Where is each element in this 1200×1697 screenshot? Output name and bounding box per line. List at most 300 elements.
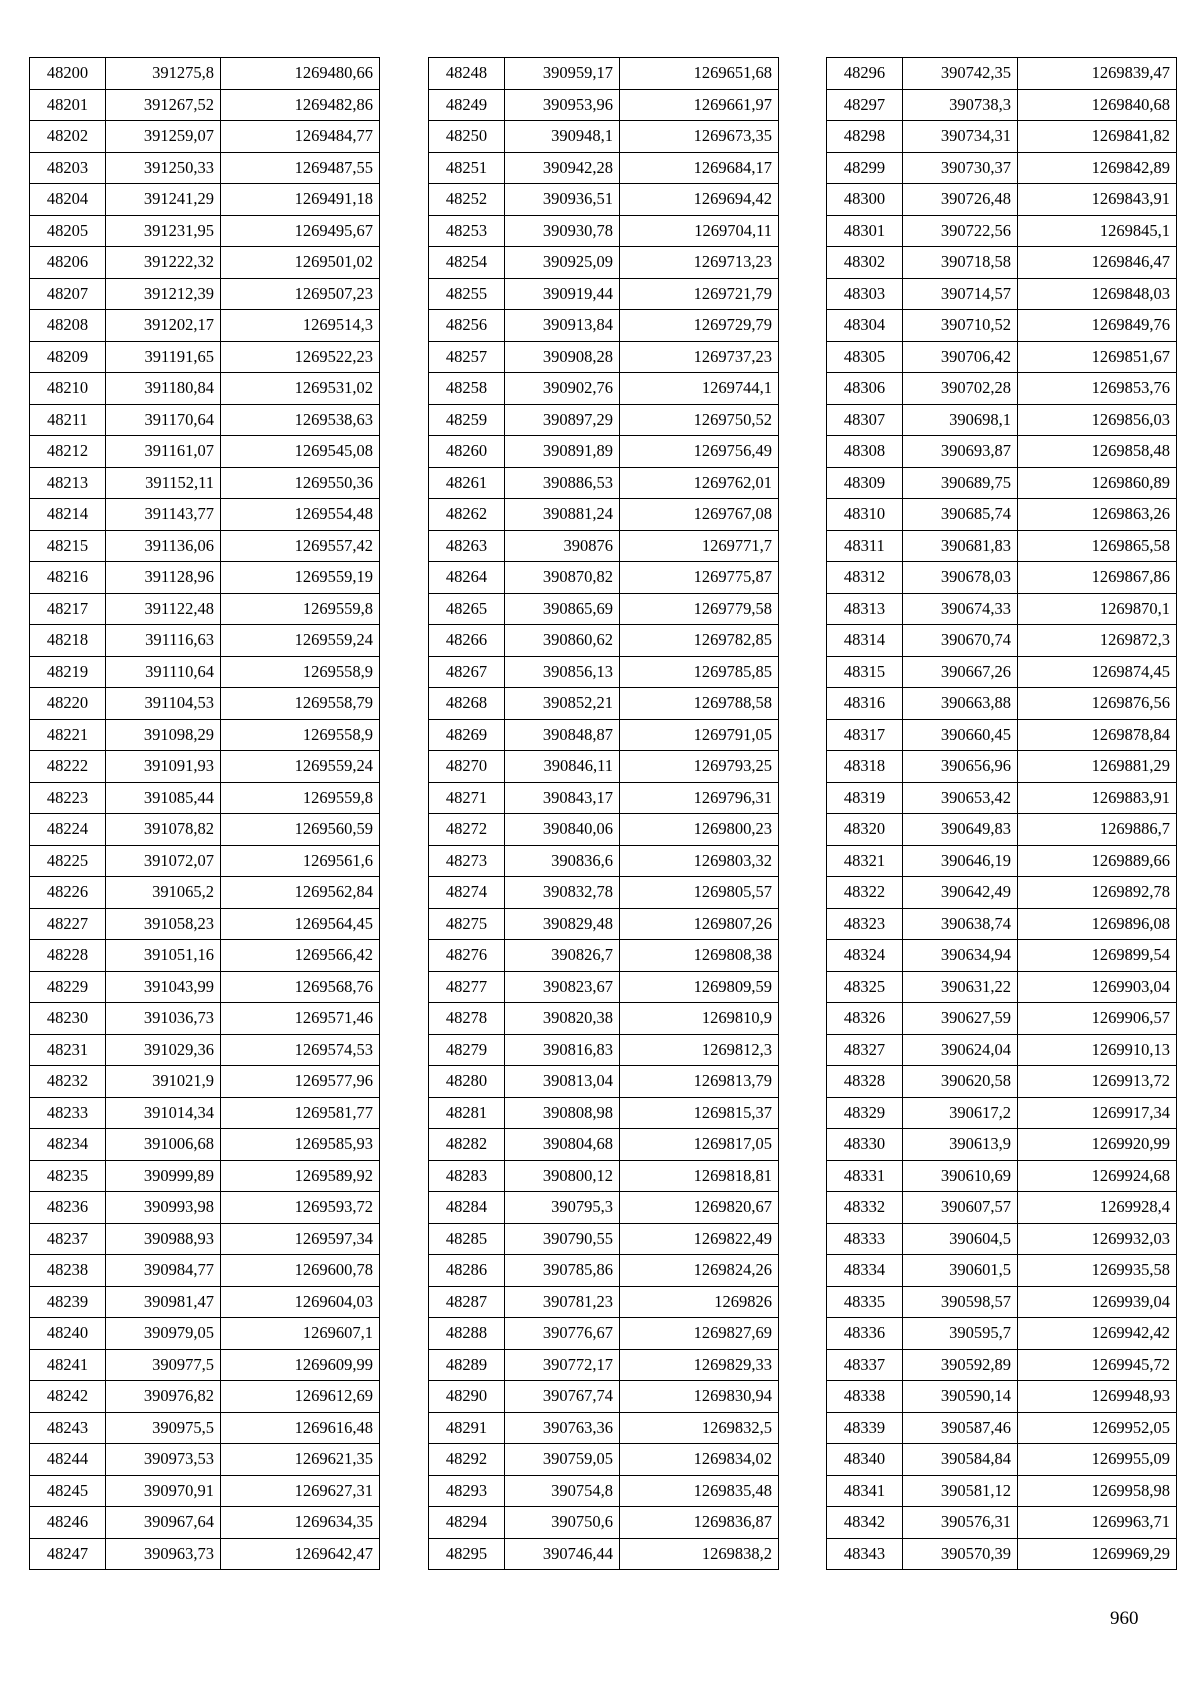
x-coordinate-cell: 390891,89 [505, 436, 620, 468]
x-coordinate-cell: 390975,5 [106, 1412, 221, 1444]
x-coordinate-cell: 391051,16 [106, 940, 221, 972]
y-coordinate-cell: 1269600,78 [221, 1255, 380, 1287]
x-coordinate-cell: 391143,77 [106, 499, 221, 531]
point-number-cell: 48253 [429, 215, 505, 247]
y-coordinate-cell: 1269729,79 [620, 310, 779, 342]
table-row [30, 845, 380, 877]
table-row [429, 814, 779, 846]
table-row [30, 593, 380, 625]
table-row [30, 247, 380, 279]
x-coordinate-cell: 391259,07 [106, 121, 221, 153]
point-number-cell: 48330 [827, 1129, 903, 1161]
y-coordinate-cell: 1269881,29 [1018, 751, 1177, 783]
x-coordinate-cell: 390627,59 [903, 1003, 1018, 1035]
point-number-cell: 48274 [429, 877, 505, 909]
point-number-cell: 48228 [30, 940, 106, 972]
y-coordinate-cell: 1269800,23 [620, 814, 779, 846]
y-coordinate-cell: 1269514,3 [221, 310, 380, 342]
x-coordinate-cell: 390804,68 [505, 1129, 620, 1161]
x-coordinate-cell: 390963,73 [106, 1538, 221, 1570]
table-row [30, 152, 380, 184]
point-number-cell: 48211 [30, 404, 106, 436]
table-row [429, 656, 779, 688]
y-coordinate-cell: 1269661,97 [620, 89, 779, 121]
y-coordinate-cell: 1269848,03 [1018, 278, 1177, 310]
x-coordinate-cell: 391152,11 [106, 467, 221, 499]
table-row [429, 499, 779, 531]
y-coordinate-cell: 1269557,42 [221, 530, 380, 562]
table-row [429, 184, 779, 216]
y-coordinate-cell: 1269808,38 [620, 940, 779, 972]
point-number-cell: 48216 [30, 562, 106, 594]
table-row [30, 562, 380, 594]
point-number-cell: 48291 [429, 1412, 505, 1444]
y-coordinate-cell: 1269843,91 [1018, 184, 1177, 216]
x-coordinate-cell: 390795,3 [505, 1192, 620, 1224]
x-coordinate-cell: 391091,93 [106, 751, 221, 783]
table-row [827, 373, 1177, 405]
y-coordinate-cell: 1269826 [620, 1286, 779, 1318]
x-coordinate-cell: 391029,36 [106, 1034, 221, 1066]
point-number-cell: 48206 [30, 247, 106, 279]
table-row [827, 1129, 1177, 1161]
y-coordinate-cell: 1269609,99 [221, 1349, 380, 1381]
table-row [827, 814, 1177, 846]
x-coordinate-cell: 391058,23 [106, 908, 221, 940]
point-number-cell: 48258 [429, 373, 505, 405]
point-number-cell: 48315 [827, 656, 903, 688]
x-coordinate-cell: 390776,67 [505, 1318, 620, 1350]
point-number-cell: 48241 [30, 1349, 106, 1381]
table-row [30, 1475, 380, 1507]
x-coordinate-cell: 390808,98 [505, 1097, 620, 1129]
y-coordinate-cell: 1269744,1 [620, 373, 779, 405]
table-row [429, 467, 779, 499]
x-coordinate-cell: 390970,91 [106, 1475, 221, 1507]
point-number-cell: 48336 [827, 1318, 903, 1350]
x-coordinate-cell: 390649,83 [903, 814, 1018, 846]
point-number-cell: 48204 [30, 184, 106, 216]
point-number-cell: 48218 [30, 625, 106, 657]
point-number-cell: 48226 [30, 877, 106, 909]
y-coordinate-cell: 1269612,69 [221, 1381, 380, 1413]
table-row [30, 814, 380, 846]
point-number-cell: 48249 [429, 89, 505, 121]
x-coordinate-cell: 390936,51 [505, 184, 620, 216]
point-number-cell: 48254 [429, 247, 505, 279]
x-coordinate-cell: 391085,44 [106, 782, 221, 814]
table-row [429, 593, 779, 625]
point-number-cell: 48201 [30, 89, 106, 121]
x-coordinate-cell: 390848,87 [505, 719, 620, 751]
x-coordinate-cell: 390660,45 [903, 719, 1018, 751]
table-row [30, 971, 380, 1003]
y-coordinate-cell: 1269920,99 [1018, 1129, 1177, 1161]
table-row [30, 1286, 380, 1318]
table-row [429, 1066, 779, 1098]
point-number-cell: 48217 [30, 593, 106, 625]
table-row [429, 310, 779, 342]
x-coordinate-cell: 390984,77 [106, 1255, 221, 1287]
x-coordinate-cell: 390865,69 [505, 593, 620, 625]
y-coordinate-cell: 1269935,58 [1018, 1255, 1177, 1287]
point-number-cell: 48288 [429, 1318, 505, 1350]
point-number-cell: 48343 [827, 1538, 903, 1570]
y-coordinate-cell: 1269775,87 [620, 562, 779, 594]
table-row [30, 1538, 380, 1570]
point-number-cell: 48320 [827, 814, 903, 846]
y-coordinate-cell: 1269815,37 [620, 1097, 779, 1129]
point-number-cell: 48329 [827, 1097, 903, 1129]
x-coordinate-cell: 390826,7 [505, 940, 620, 972]
table-row [827, 1507, 1177, 1539]
y-coordinate-cell: 1269704,11 [620, 215, 779, 247]
y-coordinate-cell: 1269577,96 [221, 1066, 380, 1098]
table-row [429, 688, 779, 720]
point-number-cell: 48283 [429, 1160, 505, 1192]
point-number-cell: 48302 [827, 247, 903, 279]
x-coordinate-cell: 390999,89 [106, 1160, 221, 1192]
point-number-cell: 48257 [429, 341, 505, 373]
y-coordinate-cell: 1269642,47 [221, 1538, 380, 1570]
table-row [30, 1349, 380, 1381]
table-row [429, 971, 779, 1003]
y-coordinate-cell: 1269932,03 [1018, 1223, 1177, 1255]
point-number-cell: 48279 [429, 1034, 505, 1066]
y-coordinate-cell: 1269948,93 [1018, 1381, 1177, 1413]
x-coordinate-cell: 390576,31 [903, 1507, 1018, 1539]
point-number-cell: 48270 [429, 751, 505, 783]
point-number-cell: 48215 [30, 530, 106, 562]
table-row [429, 1160, 779, 1192]
y-coordinate-cell: 1269872,3 [1018, 625, 1177, 657]
point-number-cell: 48237 [30, 1223, 106, 1255]
point-number-cell: 48312 [827, 562, 903, 594]
y-coordinate-cell: 1269480,66 [221, 58, 380, 90]
x-coordinate-cell: 390656,96 [903, 751, 1018, 783]
y-coordinate-cell: 1269589,92 [221, 1160, 380, 1192]
x-coordinate-cell: 390967,64 [106, 1507, 221, 1539]
x-coordinate-cell: 390919,44 [505, 278, 620, 310]
y-coordinate-cell: 1269531,02 [221, 373, 380, 405]
table-row [827, 278, 1177, 310]
x-coordinate-cell: 390610,69 [903, 1160, 1018, 1192]
x-coordinate-cell: 390856,13 [505, 656, 620, 688]
x-coordinate-cell: 390759,05 [505, 1444, 620, 1476]
y-coordinate-cell: 1269538,63 [221, 404, 380, 436]
x-coordinate-cell: 390772,17 [505, 1349, 620, 1381]
x-coordinate-cell: 390750,6 [505, 1507, 620, 1539]
y-coordinate-cell: 1269851,67 [1018, 341, 1177, 373]
y-coordinate-cell: 1269607,1 [221, 1318, 380, 1350]
point-number-cell: 48341 [827, 1475, 903, 1507]
point-number-cell: 48225 [30, 845, 106, 877]
x-coordinate-cell: 390988,93 [106, 1223, 221, 1255]
point-number-cell: 48339 [827, 1412, 903, 1444]
point-number-cell: 48278 [429, 1003, 505, 1035]
table-row [429, 1192, 779, 1224]
y-coordinate-cell: 1269842,89 [1018, 152, 1177, 184]
y-coordinate-cell: 1269484,77 [221, 121, 380, 153]
point-number-cell: 48287 [429, 1286, 505, 1318]
y-coordinate-cell: 1269840,68 [1018, 89, 1177, 121]
table-row [30, 278, 380, 310]
x-coordinate-cell: 390959,17 [505, 58, 620, 90]
point-number-cell: 48321 [827, 845, 903, 877]
y-coordinate-cell: 1269865,58 [1018, 530, 1177, 562]
point-number-cell: 48337 [827, 1349, 903, 1381]
y-coordinate-cell: 1269762,01 [620, 467, 779, 499]
y-coordinate-cell: 1269791,05 [620, 719, 779, 751]
table-row [30, 877, 380, 909]
point-number-cell: 48333 [827, 1223, 903, 1255]
table-row [429, 1223, 779, 1255]
point-number-cell: 48334 [827, 1255, 903, 1287]
point-number-cell: 48306 [827, 373, 903, 405]
x-coordinate-cell: 390714,57 [903, 278, 1018, 310]
point-number-cell: 48213 [30, 467, 106, 499]
y-coordinate-cell: 1269558,9 [221, 719, 380, 751]
table-row [429, 940, 779, 972]
x-coordinate-cell: 390979,05 [106, 1318, 221, 1350]
point-number-cell: 48318 [827, 751, 903, 783]
table-row [429, 1381, 779, 1413]
x-coordinate-cell: 391043,99 [106, 971, 221, 1003]
x-coordinate-cell: 390816,83 [505, 1034, 620, 1066]
table-row [429, 562, 779, 594]
y-coordinate-cell: 1269810,9 [620, 1003, 779, 1035]
table-row [827, 1034, 1177, 1066]
y-coordinate-cell: 1269771,7 [620, 530, 779, 562]
point-number-cell: 48246 [30, 1507, 106, 1539]
x-coordinate-cell: 390742,35 [903, 58, 1018, 90]
y-coordinate-cell: 1269892,78 [1018, 877, 1177, 909]
x-coordinate-cell: 390685,74 [903, 499, 1018, 531]
y-coordinate-cell: 1269779,58 [620, 593, 779, 625]
point-number-cell: 48276 [429, 940, 505, 972]
y-coordinate-cell: 1269939,04 [1018, 1286, 1177, 1318]
x-coordinate-cell: 390832,78 [505, 877, 620, 909]
point-number-cell: 48209 [30, 341, 106, 373]
point-number-cell: 48259 [429, 404, 505, 436]
point-number-cell: 48297 [827, 89, 903, 121]
x-coordinate-cell: 390790,55 [505, 1223, 620, 1255]
table-row [30, 499, 380, 531]
table-row [30, 1034, 380, 1066]
x-coordinate-cell: 391202,17 [106, 310, 221, 342]
x-coordinate-cell: 390913,84 [505, 310, 620, 342]
point-number-cell: 48238 [30, 1255, 106, 1287]
y-coordinate-cell: 1269860,89 [1018, 467, 1177, 499]
x-coordinate-cell: 391116,63 [106, 625, 221, 657]
point-number-cell: 48263 [429, 530, 505, 562]
y-coordinate-cell: 1269818,81 [620, 1160, 779, 1192]
table-row [429, 436, 779, 468]
point-number-cell: 48248 [429, 58, 505, 90]
table-row [827, 1160, 1177, 1192]
x-coordinate-cell: 390942,28 [505, 152, 620, 184]
y-coordinate-cell: 1269906,57 [1018, 1003, 1177, 1035]
table-row [429, 1286, 779, 1318]
table-row [30, 1097, 380, 1129]
x-coordinate-cell: 391267,52 [106, 89, 221, 121]
table-row [30, 751, 380, 783]
y-coordinate-cell: 1269522,23 [221, 341, 380, 373]
y-coordinate-cell: 1269559,8 [221, 593, 380, 625]
x-coordinate-cell: 390681,83 [903, 530, 1018, 562]
x-coordinate-cell: 390781,23 [505, 1286, 620, 1318]
x-coordinate-cell: 390823,67 [505, 971, 620, 1003]
y-coordinate-cell: 1269809,59 [620, 971, 779, 1003]
y-coordinate-cell: 1269805,57 [620, 877, 779, 909]
table-row [30, 373, 380, 405]
point-number-cell: 48275 [429, 908, 505, 940]
table-row [429, 1255, 779, 1287]
y-coordinate-cell: 1269561,6 [221, 845, 380, 877]
x-coordinate-cell: 390886,53 [505, 467, 620, 499]
point-number-cell: 48239 [30, 1286, 106, 1318]
table-row [827, 719, 1177, 751]
table-row [827, 530, 1177, 562]
table-row [30, 1223, 380, 1255]
table-row [30, 1129, 380, 1161]
x-coordinate-cell: 390829,48 [505, 908, 620, 940]
point-number-cell: 48280 [429, 1066, 505, 1098]
y-coordinate-cell: 1269559,24 [221, 625, 380, 657]
table-row [429, 1349, 779, 1381]
y-coordinate-cell: 1269834,02 [620, 1444, 779, 1476]
table-row [429, 1097, 779, 1129]
point-number-cell: 48264 [429, 562, 505, 594]
table-row [30, 1507, 380, 1539]
x-coordinate-cell: 390836,6 [505, 845, 620, 877]
table-row [827, 215, 1177, 247]
point-number-cell: 48266 [429, 625, 505, 657]
y-coordinate-cell: 1269955,09 [1018, 1444, 1177, 1476]
point-number-cell: 48325 [827, 971, 903, 1003]
table-row [827, 121, 1177, 153]
table-row [30, 215, 380, 247]
x-coordinate-cell: 391072,07 [106, 845, 221, 877]
y-coordinate-cell: 1269958,98 [1018, 1475, 1177, 1507]
y-coordinate-cell: 1269562,84 [221, 877, 380, 909]
y-coordinate-cell: 1269856,03 [1018, 404, 1177, 436]
point-number-cell: 48317 [827, 719, 903, 751]
x-coordinate-cell: 390718,58 [903, 247, 1018, 279]
x-coordinate-cell: 390800,12 [505, 1160, 620, 1192]
point-number-cell: 48232 [30, 1066, 106, 1098]
point-number-cell: 48252 [429, 184, 505, 216]
x-coordinate-cell: 390642,49 [903, 877, 1018, 909]
table-row [30, 1066, 380, 1098]
table-row [429, 89, 779, 121]
table-row [30, 719, 380, 751]
x-coordinate-cell: 391222,32 [106, 247, 221, 279]
x-coordinate-cell: 391170,64 [106, 404, 221, 436]
x-coordinate-cell: 390876 [505, 530, 620, 562]
table-row [827, 1223, 1177, 1255]
table-row [827, 1381, 1177, 1413]
table-row [30, 940, 380, 972]
point-number-cell: 48295 [429, 1538, 505, 1570]
y-coordinate-cell: 1269564,45 [221, 908, 380, 940]
x-coordinate-cell: 390617,2 [903, 1097, 1018, 1129]
table-row [30, 625, 380, 657]
point-number-cell: 48269 [429, 719, 505, 751]
table-row [827, 940, 1177, 972]
table-row [429, 58, 779, 90]
x-coordinate-cell: 391110,64 [106, 656, 221, 688]
y-coordinate-cell: 1269969,29 [1018, 1538, 1177, 1570]
table-row [30, 782, 380, 814]
y-coordinate-cell: 1269796,31 [620, 782, 779, 814]
point-number-cell: 48261 [429, 467, 505, 499]
point-number-cell: 48308 [827, 436, 903, 468]
x-coordinate-cell: 390678,03 [903, 562, 1018, 594]
x-coordinate-cell: 390726,48 [903, 184, 1018, 216]
x-coordinate-cell: 390977,5 [106, 1349, 221, 1381]
x-coordinate-cell: 391065,2 [106, 877, 221, 909]
y-coordinate-cell: 1269846,47 [1018, 247, 1177, 279]
point-number-cell: 48332 [827, 1192, 903, 1224]
table-row [30, 121, 380, 153]
point-number-cell: 48205 [30, 215, 106, 247]
x-coordinate-cell: 390607,57 [903, 1192, 1018, 1224]
x-coordinate-cell: 390897,29 [505, 404, 620, 436]
point-number-cell: 48207 [30, 278, 106, 310]
point-number-cell: 48293 [429, 1475, 505, 1507]
point-number-cell: 48303 [827, 278, 903, 310]
y-coordinate-cell: 1269903,04 [1018, 971, 1177, 1003]
y-coordinate-cell: 1269876,56 [1018, 688, 1177, 720]
y-coordinate-cell: 1269845,1 [1018, 215, 1177, 247]
x-coordinate-cell: 390595,7 [903, 1318, 1018, 1350]
x-coordinate-cell: 391021,9 [106, 1066, 221, 1098]
point-number-cell: 48267 [429, 656, 505, 688]
y-coordinate-cell: 1269554,48 [221, 499, 380, 531]
table-row [827, 971, 1177, 1003]
point-number-cell: 48208 [30, 310, 106, 342]
table-row [827, 1444, 1177, 1476]
y-coordinate-cell: 1269756,49 [620, 436, 779, 468]
table-row [827, 247, 1177, 279]
x-coordinate-cell: 390722,56 [903, 215, 1018, 247]
point-number-cell: 48233 [30, 1097, 106, 1129]
table-row [30, 1192, 380, 1224]
table-row [827, 688, 1177, 720]
y-coordinate-cell: 1269560,59 [221, 814, 380, 846]
table-row [429, 1034, 779, 1066]
table-row [827, 845, 1177, 877]
y-coordinate-cell: 1269963,71 [1018, 1507, 1177, 1539]
x-coordinate-cell: 391136,06 [106, 530, 221, 562]
table-row [827, 1003, 1177, 1035]
table-row [429, 1412, 779, 1444]
x-coordinate-cell: 390592,89 [903, 1349, 1018, 1381]
point-number-cell: 48285 [429, 1223, 505, 1255]
table-row [827, 1255, 1177, 1287]
y-coordinate-cell: 1269495,67 [221, 215, 380, 247]
y-coordinate-cell: 1269849,76 [1018, 310, 1177, 342]
y-coordinate-cell: 1269858,48 [1018, 436, 1177, 468]
y-coordinate-cell: 1269835,48 [620, 1475, 779, 1507]
x-coordinate-cell: 390598,57 [903, 1286, 1018, 1318]
table-row [429, 215, 779, 247]
x-coordinate-cell: 390925,09 [505, 247, 620, 279]
y-coordinate-cell: 1269829,33 [620, 1349, 779, 1381]
y-coordinate-cell: 1269839,47 [1018, 58, 1177, 90]
x-coordinate-cell: 390846,11 [505, 751, 620, 783]
